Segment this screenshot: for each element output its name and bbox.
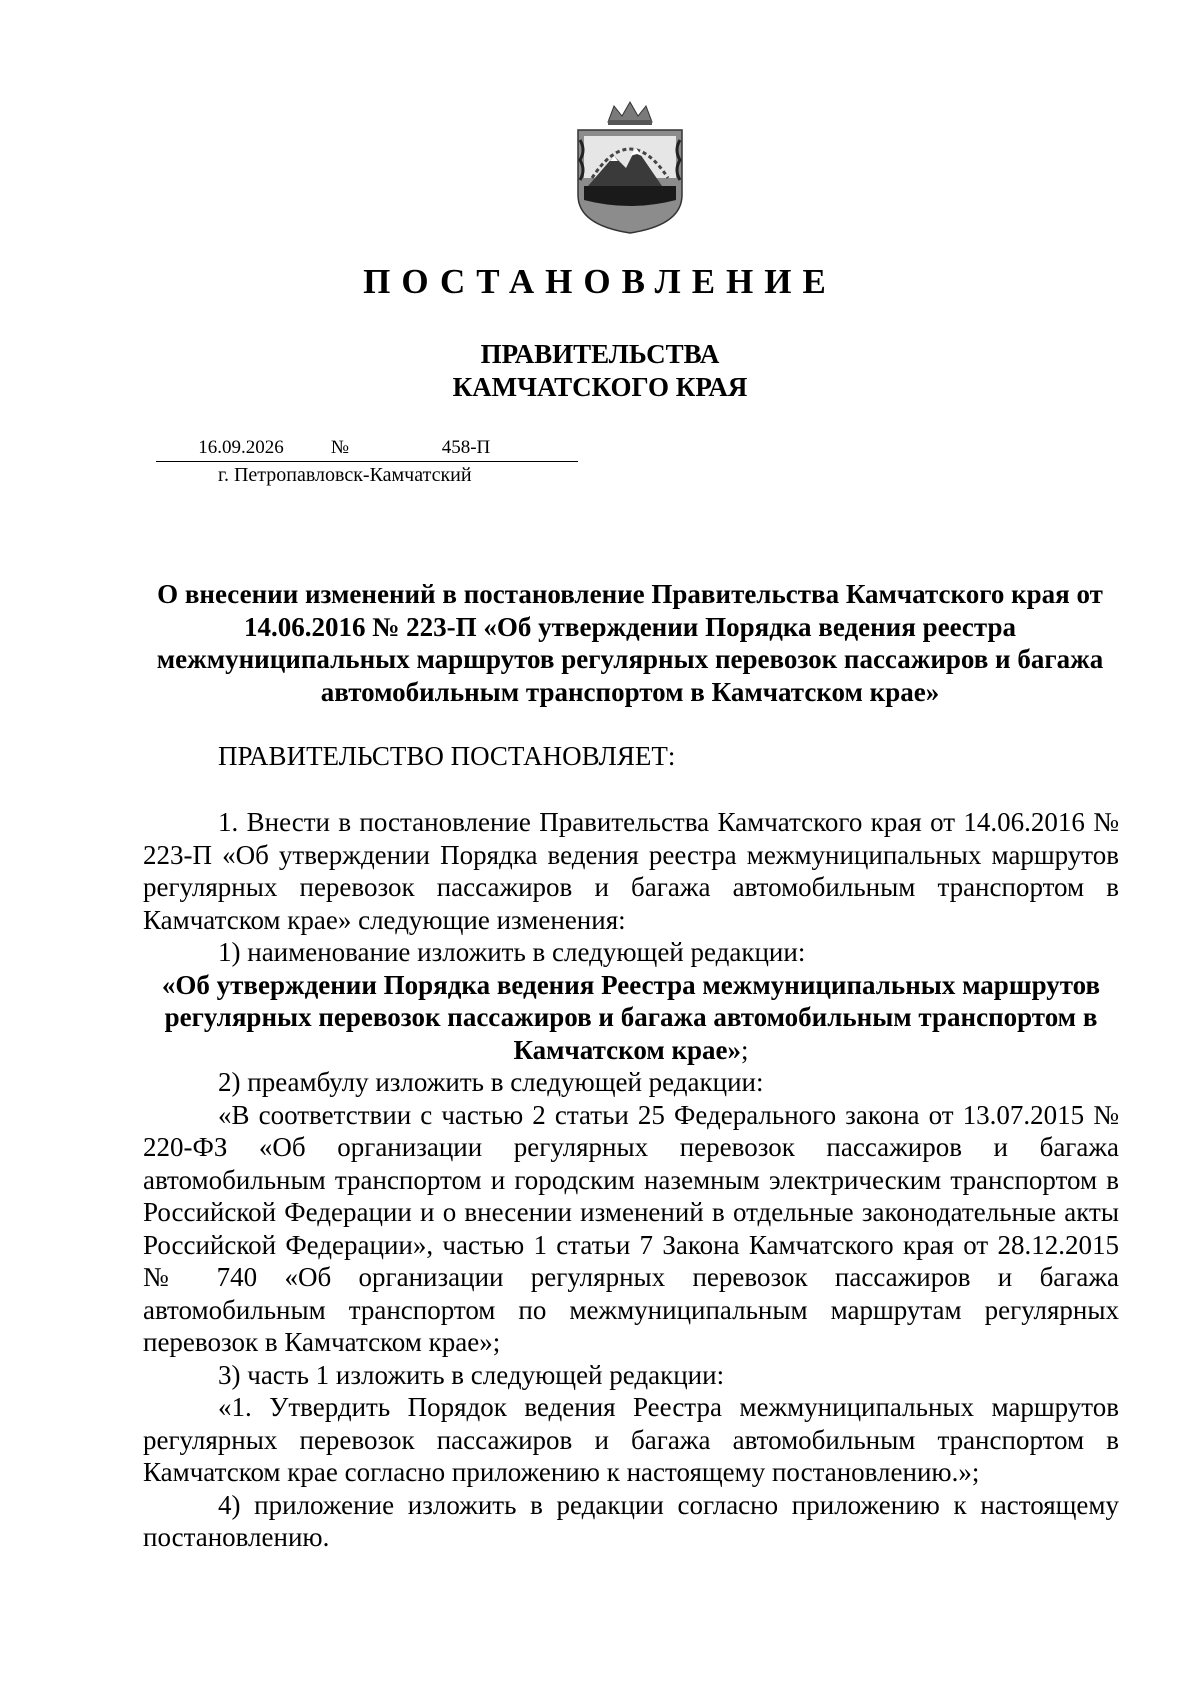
document-type: ПОСТАНОВЛЕНИЕ xyxy=(363,262,837,301)
paragraph-1: 1. Внести в постановление Правительства Камчатского края от 14.06.2016 № 223-П «Об утверждении Порядка ведения реестра межмуниципальных маршрутов регулярных перевозок пассажиров и багажа автомобильным транспортом в Камчатском крае» следующие изменения: xyxy=(143,807,1119,935)
document-title: О внесении изменений в постановление Правительства Камчатского края от 14.06.2016 № 223-П «Об утверждении Порядка ведения реестра межмуниципальных маршрутов регулярных перевозок пассажиров и багажа автомобильным транспортом в Камчатском крае» xyxy=(156,579,1104,707)
city: г. Петропавловск-Камчатский xyxy=(218,464,472,486)
registration-number: 458-П xyxy=(354,435,578,462)
decree-phrase: ПРАВИТЕЛЬСТВО ПОСТАНОВЛЯЕТ: xyxy=(218,741,676,771)
part-1-quote: «1. Утвердить Порядок ведения Реестра межмуниципальных маршрутов регулярных перевозок пассажиров и багажа автомобильным транспортом в Камчатском крае согласно приложению к настоящему постановлению.»; xyxy=(143,1392,1119,1487)
registration-date: 16.09.2026 xyxy=(156,435,326,462)
preamble-quote: «В соответствии с частью 2 статьи 25 Федерального закона от 13.07.2015 № 220-ФЗ «Об организации регулярных перевозок пассажиров и багажа автомобильным транспортом и городским наземным электрическим транспортом в Российской Федерации и о внесении изменений в отдельные законодательные акты Российской Федерации», частью 1 статьи 7 Закона Камчатского края от 28.12.2015 № 740 «Об организации регулярных перевозок пассажиров и багажа автомобильным транспортом по межмуниципальным маршрутам регулярных перевозок в Камчатском крае»; xyxy=(143,1099,1119,1357)
new-title-quote xyxy=(143,969,1119,1067)
new-title-text: «Об утверждении Порядка ведения Реестра межмуниципальных маршрутов регулярных перевозок пассажиров и багажа автомобильным транспортом в Камчатском крае» xyxy=(161,969,1101,1065)
authority-line-2: КАМЧАТСКОГО КРАЯ xyxy=(452,372,748,402)
registration-number-label: № xyxy=(326,435,354,462)
paragraph-item-4: 4) приложение изложить в редакции согласно приложению к настоящему постановлению. xyxy=(143,1489,1119,1552)
paragraph-item-1: 1) наименование изложить в следующей редакции: xyxy=(218,937,806,967)
new-title-tail: ; xyxy=(741,1034,749,1065)
paragraph-item-3: 3) часть 1 изложить в следующей редакции: xyxy=(218,1359,725,1390)
coat-of-arms-icon xyxy=(570,100,690,235)
authority-line-1: ПРАВИТЕЛЬСТВА xyxy=(480,339,720,369)
issuing-authority xyxy=(0,338,1200,404)
document-body xyxy=(143,806,1119,1554)
paragraph-item-2: 2) преамбулу изложить в следующей редакции: xyxy=(218,1067,764,1097)
